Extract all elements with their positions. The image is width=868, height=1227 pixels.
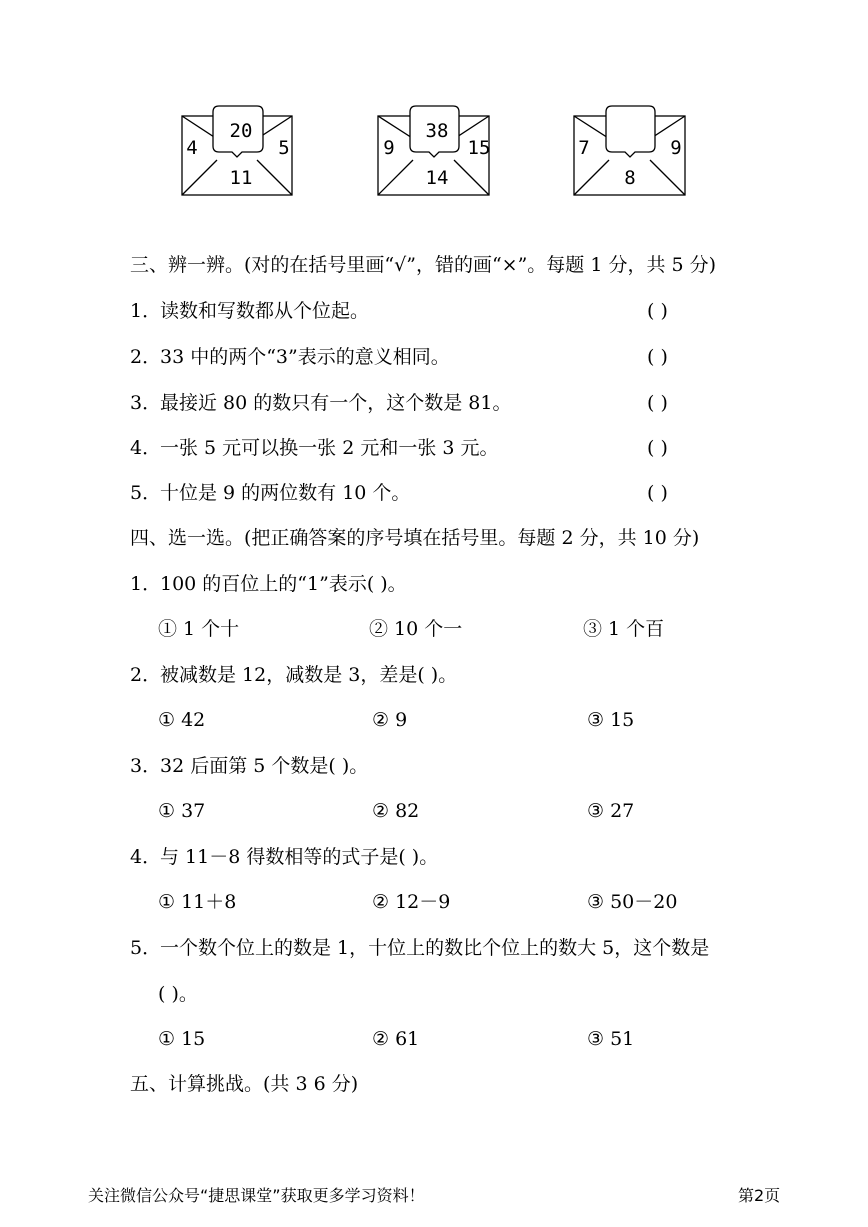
section3-item-1-text: 读数和写数都从个位起。 xyxy=(160,300,370,322)
section3-item-2-text: 33 中的两个“3”表示的意义相同。 xyxy=(160,346,450,368)
page-number: 第2页 xyxy=(738,1186,781,1205)
section4-q4-text: 与 11－8 得数相等的式子是( )。 xyxy=(160,846,439,868)
section4-q1-num: 1． xyxy=(130,573,162,595)
section3-item-1-bracket: ( ) xyxy=(647,300,668,322)
section4-q3-option-1: ① 37 xyxy=(158,800,206,822)
section4-q5-option-2: ② 61 xyxy=(372,1028,420,1050)
footer-note: 关注微信公众号“捷思课堂”获取更多学习资料！ xyxy=(88,1186,425,1205)
section4-q3-option-2: ② 82 xyxy=(372,800,420,822)
section3-item-3-bracket: ( ) xyxy=(647,392,668,414)
section4-q3-num: 3． xyxy=(130,755,162,777)
envelope-3-right: 9 xyxy=(670,137,682,159)
section4-q5-option-1: ① 15 xyxy=(158,1028,206,1050)
section3-item-4-text: 一张 5 元可以换一张 2 元和一张 3 元。 xyxy=(160,437,499,459)
section4-q2-text: 被减数是 12，减数是 3，差是( )。 xyxy=(160,664,458,686)
envelope-3-left: 7 xyxy=(578,137,590,159)
section3-item-4-num: 4． xyxy=(130,437,162,459)
section5-title: 五、计算挑战。(共 3 6 分) xyxy=(130,1073,359,1095)
envelope-2-top: 38 xyxy=(425,120,449,142)
section4-q2-option-2: ② 9 xyxy=(372,709,408,731)
envelope-1-right: 5 xyxy=(278,137,290,159)
section4-q2-option-3: ③ 15 xyxy=(587,709,635,731)
section3-item-2-bracket: ( ) xyxy=(647,346,668,368)
section4-q5-text-continued: ( )。 xyxy=(158,983,198,1005)
section3-item-5-text: 十位是 9 的两位数有 10 个。 xyxy=(160,482,411,504)
section4-q4-option-3: ③ 50－20 xyxy=(587,891,678,913)
envelope-1-left: 4 xyxy=(186,137,198,159)
section4-q5-num: 5． xyxy=(130,937,162,959)
section3-item-3-num: 3． xyxy=(130,392,162,414)
envelope-2-bottom: 14 xyxy=(425,167,449,189)
section4-q4-option-2: ② 12－9 xyxy=(372,891,451,913)
section4-q1-option-3: ③ 1 个百 xyxy=(583,618,665,640)
envelope-2-left: 9 xyxy=(383,137,395,159)
section3-item-4-bracket: ( ) xyxy=(647,437,668,459)
section3-item-5-bracket: ( ) xyxy=(647,482,668,504)
section3-item-2-num: 2． xyxy=(130,346,162,368)
section3-item-5-num: 5． xyxy=(130,482,162,504)
envelope-figures xyxy=(0,0,868,230)
section4-title: 四、选一选。(把正确答案的序号填在括号里。每题 2 分，共 10 分) xyxy=(130,527,700,549)
section3-item-1-num: 1． xyxy=(130,300,162,322)
section4-q1-option-2: ② 10 个一 xyxy=(369,618,463,640)
section4-q4-option-1: ① 11＋8 xyxy=(158,891,237,913)
envelope-3-bottom: 8 xyxy=(624,167,636,189)
section4-q4-num: 4． xyxy=(130,846,162,868)
section4-q5-option-3: ③ 51 xyxy=(587,1028,635,1050)
section4-q2-option-1: ① 42 xyxy=(158,709,206,731)
envelope-2-right: 15 xyxy=(467,137,491,159)
section3-item-3-text: 最接近 80 的数只有一个，这个数是 81。 xyxy=(160,392,512,414)
section3-title: 三、辨一辨。(对的在括号里画“√”，错的画“×”。每题 1 分，共 5 分) xyxy=(130,254,717,276)
section4-q5-text: 一个数个位上的数是 1，十位上的数比个位上的数大 5，这个数是 xyxy=(160,937,710,959)
section4-q1-text: 100 的百位上的“1”表示( )。 xyxy=(160,573,407,595)
envelope-1-top: 20 xyxy=(229,120,253,142)
section4-q3-text: 32 后面第 5 个数是( )。 xyxy=(160,755,369,777)
section4-q2-num: 2． xyxy=(130,664,162,686)
envelope-1-bottom: 11 xyxy=(229,167,253,189)
section4-q1-option-1: ① 1 个十 xyxy=(158,618,240,640)
section4-q3-option-3: ③ 27 xyxy=(587,800,635,822)
